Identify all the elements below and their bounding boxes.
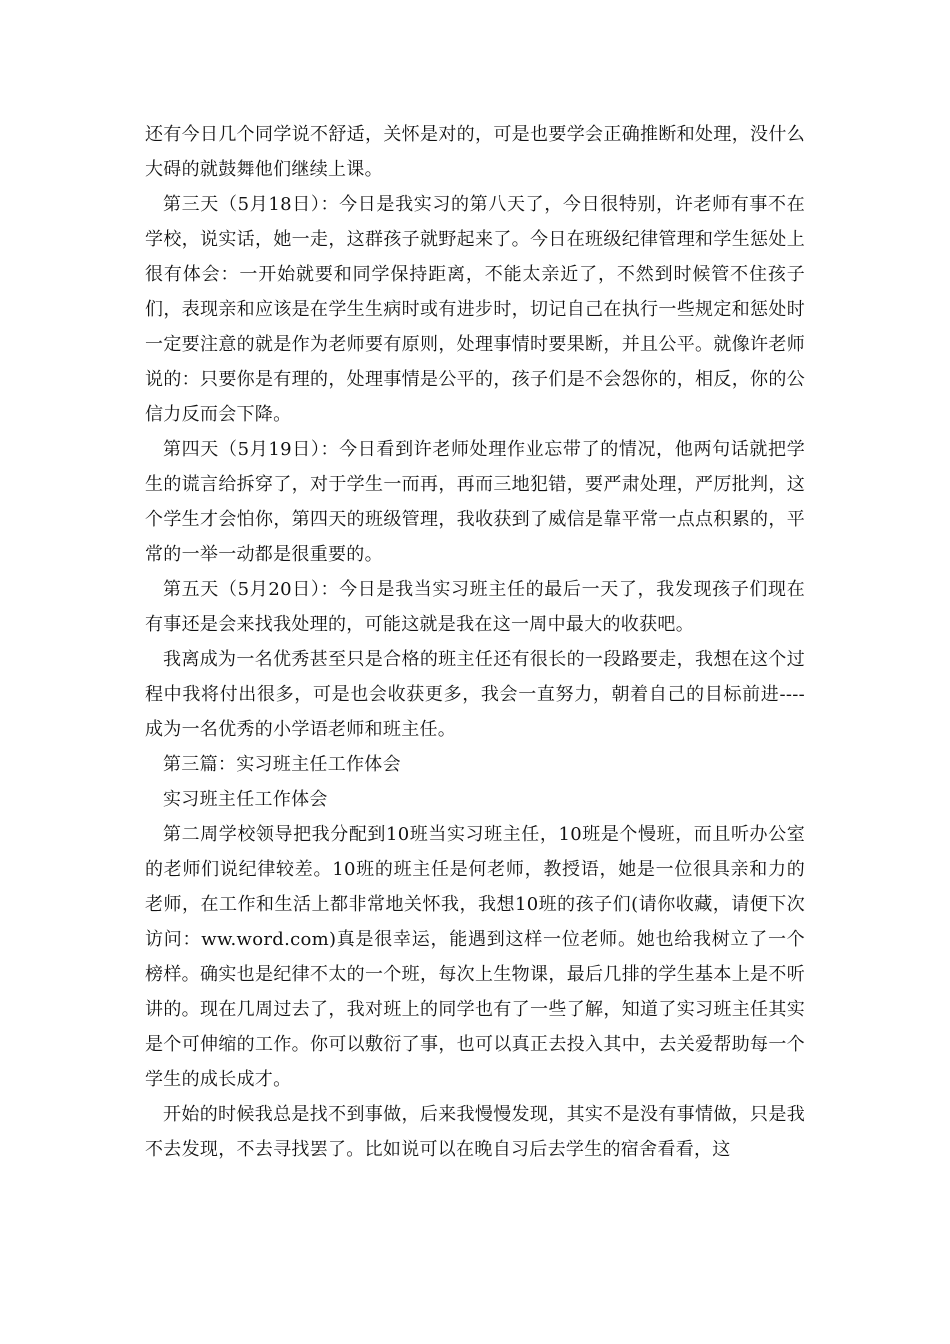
- paragraph-1: 还有今日几个同学说不舒适，关怀是对的，可是也要学会正确推断和处理，没什么大碍的就鼓舞他们继续上课。: [145, 124, 805, 180]
- paragraph-6: 第二周学校领导把我分配到10班当实习班主任，10班是个慢班，而且听办公室的老师们说纪律较差。10班的班主任是何老师，教授语，她是一位很具亲和力的老师，在工作和生活上都非常地关怀我，我想10班的孩子们(请你收藏，请便下次访问：ww.word.com)真是很幸运，能遇到这样一位老师。她也给我树立了一个榜样。确实也是纪律不太的一个班，每次上生物课，最后几排的学生基本上是不听讲的。现在几周过去了，我对班上的同学也有了一些了解，知道了实习班主任其实是个可伸缩的工作。你可以敷衍了事，也可以真正去投入其中，去关爱帮助每一个学生的成长成才。: [145, 824, 805, 1090]
- paragraph-2: 第三天（5月18日）：今日是我实习的第八天了，今日很特别，许老师有事不在学校，说实话，她一走，这群孩子就野起来了。今日在班级纪律管理和学生惩处上很有体会：一开始就要和同学保持距离，不能太亲近了，不然到时候管不住孩子们，表现亲和应该是在学生生病时或有进步时，切记自己在执行一些规定和惩处时一定要注意的就是作为老师要有原则，处理事情时要果断，并且公平。就像许老师说的：只要你是有理的，处理事情是公平的，孩子们是不会怨你的，相反，你的公信力反而会下降。: [145, 194, 805, 425]
- paragraph-7: 开始的时候我总是找不到事做，后来我慢慢发现，其实不是没有事情做，只是我不去发现，不去寻找罢了。比如说可以在晚自习后去学生的宿舍看看，这: [145, 1104, 805, 1160]
- section-heading: 第三篇：实习班主任工作体会: [163, 754, 401, 775]
- paragraph-5: 我离成为一名优秀甚至只是合格的班主任还有很长的一段路要走，我想在这个过程中我将付出很多，可是也会收获更多，我会一直努力，朝着自己的目标前进----成为一名优秀的小学语老师和班主任。: [145, 649, 805, 740]
- section-subheading: 实习班主任工作体会: [163, 789, 328, 810]
- paragraph-4: 第五天（5月20日）：今日是我当实习班主任的最后一天了，我发现孩子们现在有事还是会来找我处理的，可能这就是我在这一周中最大的收获吧。: [145, 579, 805, 635]
- document-page: [145, 117, 805, 1167]
- paragraph-3: 第四天（5月19日）：今日看到许老师处理作业忘带了的情况，他两句话就把学生的谎言给拆穿了，对于学生一而再，再而三地犯错，要严肃处理，严厉批判，这个学生才会怕你，第四天的班级管理，我收获到了威信是靠平常一点点积累的，平常的一举一动都是很重要的。: [145, 439, 805, 565]
